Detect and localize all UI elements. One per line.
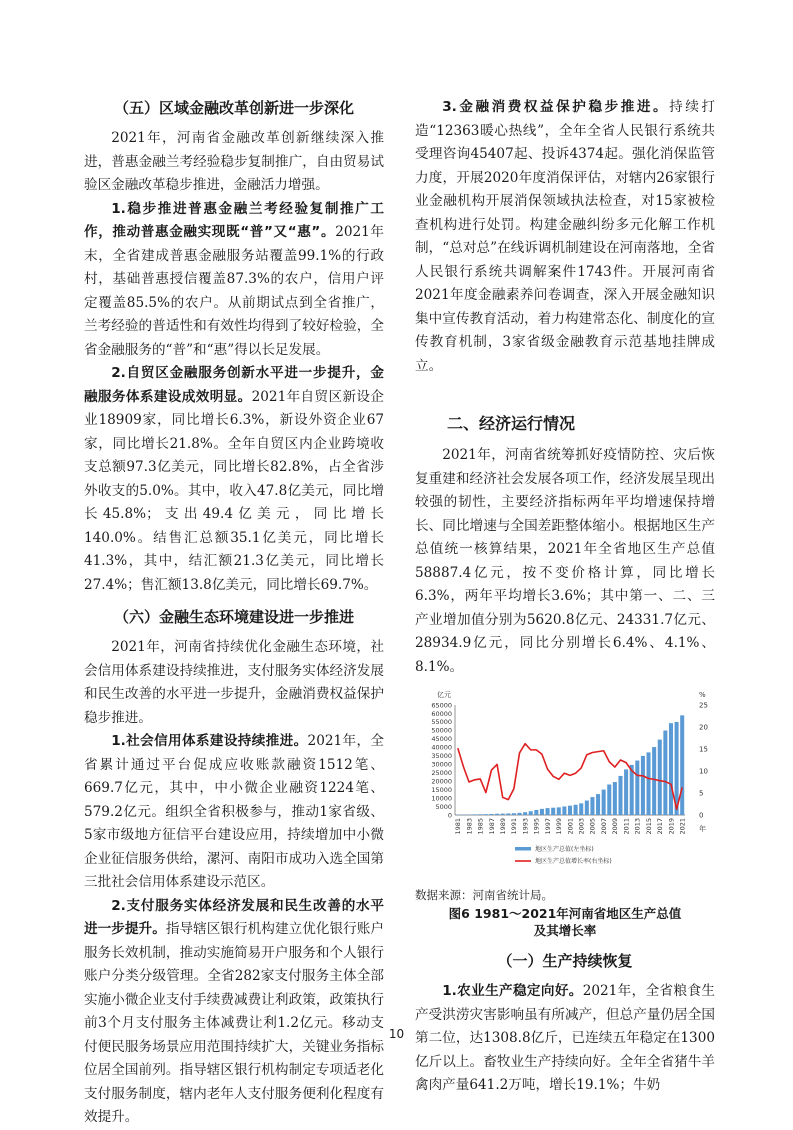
gdp-bar <box>602 790 606 815</box>
gdp-bar <box>590 797 594 815</box>
figure-caption <box>415 905 715 939</box>
paragraph-lead: 2.自贸区金融服务创新水平进一步提升，金融服务体系建设成效明显。 <box>84 365 384 405</box>
paragraph-inclusive-finance <box>84 198 384 363</box>
x-tick-label: 2013 <box>634 818 642 835</box>
x-tick-label: 2009 <box>611 818 619 835</box>
x-tick-label: 1985 <box>477 818 485 835</box>
paragraph-free-trade-zone <box>84 362 384 597</box>
x-tick-label: 1999 <box>555 818 563 835</box>
gdp-bar <box>574 805 578 815</box>
gdp-bar <box>529 811 533 815</box>
paragraph-body: 指导辖区银行机构建立优化银行账户服务长效机制，推动实施简易开户服务和个人银行账户分类分级管理。全省282家支付服务主体全部实施小微企业支付手续费减费让利政策，政策执行前3个月支付服务主体减费让利1.2亿元。移动支付便民服务场景应用范围持续扩大，关键业务指标位居全国前列。指导辖区银行机构制定专项适老化支付服务制度，辖内老年人支付服务便利化程度有效提升。 <box>84 921 384 1125</box>
x-tick-label: 1991 <box>510 818 518 835</box>
x-tick-label: 1995 <box>533 818 541 835</box>
x-tick-label: 1997 <box>544 818 552 835</box>
right-column <box>415 96 715 1098</box>
legend-label-gdp: 地区生产总值(左坐标) <box>535 845 594 853</box>
left-tick-label: 25000 <box>431 769 452 777</box>
gdp-bar <box>546 808 550 815</box>
left-column <box>84 96 384 1130</box>
paragraph-consumer-protection <box>415 96 715 378</box>
subsection-heading-production: （一）生产持续恢复 <box>415 949 715 973</box>
gdp-bar <box>489 814 493 815</box>
gdp-bar <box>618 776 622 815</box>
gdp-bar <box>540 809 544 815</box>
gdp-bar <box>506 813 510 815</box>
left-tick-label: 5000 <box>435 803 452 811</box>
left-tick-label: 30000 <box>431 761 452 769</box>
legend-swatch-gdp <box>515 847 531 851</box>
left-tick-label: 55000 <box>431 718 452 726</box>
gdp-bar <box>658 740 662 815</box>
left-tick-label: 10000 <box>431 794 452 802</box>
figure-source: 数据来源：河南省统计局。 <box>415 887 715 903</box>
paragraph-payment-service <box>84 895 384 1130</box>
left-tick-label: 0 <box>448 811 452 819</box>
gdp-bar <box>641 756 645 815</box>
paragraph-body: 2021年自贸区新设企业18909家，同比增长6.3%，新设外资企业67家，同比增长21.8%。全年自贸区内企业跨境收支总额97.3亿美元，同比增长82.8%，占全省涉外收支的5.0%。其中，收入47.8亿美元，同比增长45.8%；支出49.4亿美元，同比增长140.0%。结售汇总额35.1亿美元，同比增长41.3%，其中，结汇额21.3亿美元，同比增长27.4%；售汇额13.8亿美元，同比增长69.7%。 <box>84 389 384 593</box>
gdp-bar <box>495 814 499 815</box>
paragraph-body: 2021年末，全省建成普惠金融服务站覆盖99.1%的行政村，基础普惠授信覆盖87.3%的农户，信用户评定覆盖85.5%的农户。从前期试点到全省推广，兰考经验的普适性和有效性均得到了较好检验，全省金融服务的“普”和“惠”得以长足发展。 <box>84 224 384 358</box>
paragraph-credit-system <box>84 730 384 895</box>
x-tick-label: 2015 <box>645 818 653 835</box>
right-tick-label: 25 <box>699 701 708 709</box>
gdp-bar <box>607 785 611 815</box>
section-heading-5: （五）区域金融改革创新进一步深化 <box>84 96 384 120</box>
gdp-bar <box>585 801 589 815</box>
paragraph-lead: 3.金融消费权益保护稳步推进。 <box>442 99 669 115</box>
figure-caption-line-1: 图6 1981～2021年河南省地区生产总值 <box>415 905 715 922</box>
x-tick-label: 2017 <box>656 818 664 835</box>
paragraph-body: 2021年，全省累计通过平台促成应收账款融资1512笔、669.7亿元，其中，中小微企业融资1224笔、579.2亿元。组织全省积极参与，推动1家省级、5家市级地方征信平台建设应用，持续增加中小微企业征信服务供给，漯河、南阳市成功入选全国第三批社会信用体系建设示范区。 <box>84 733 384 890</box>
left-tick-label: 35000 <box>431 752 452 760</box>
x-tick-label: 2011 <box>622 818 630 835</box>
gdp-bar <box>680 715 684 815</box>
x-tick-label: 2019 <box>667 818 675 835</box>
gdp-bar <box>467 814 471 815</box>
gdp-bar <box>652 747 656 815</box>
gdp-bar <box>579 803 583 815</box>
page-number: 10 <box>0 1027 793 1041</box>
right-tick-label: 5 <box>699 789 703 797</box>
gdp-chart-svg <box>415 685 715 885</box>
gdp-bar <box>562 806 566 815</box>
gdp-figure <box>415 685 715 939</box>
paragraph-economy-overview: 2021年，河南省统筹抓好疫情防控、灾后恢复重建和经济社会发展各项工作，经济发展呈现出较强的韧性，主要经济指标两年平均增速保持增长、同比增速与全国差距整体缩小。根据地区生产总值统一核算结果，2021年全省地区生产总值58887.4亿元，按不变价格计算，同比增长6.3%，两年平均增长3.6%；其中第一、二、三产业增加值分别为5620.8亿元、24331.7亿元、28934.9亿元，同比分别增长6.4%、4.1%、8.1%。 <box>415 444 715 679</box>
x-tick-label: 1987 <box>488 818 496 835</box>
x-tick-label: 1981 <box>454 818 462 835</box>
left-tick-label: 20000 <box>431 777 452 785</box>
legend-label-growth: 地区生产总值增长率(右坐标) <box>535 857 612 865</box>
gdp-bar <box>478 814 482 815</box>
x-tick-label: 2005 <box>589 818 597 835</box>
paragraph-intro-6: 2021年，河南省持续优化金融生态环境，社会信用体系建设持续推进，支付服务实体经济发展和民生改善的水平进一步提升，金融消费权益保护稳步推进。 <box>84 636 384 730</box>
paragraph-body: 2021年，全省粮食生产受洪涝灾害影响虽有所减产，但总产量仍居全国第二位，达1308.8亿斤，已连续五年稳定在1300亿斤以上。畜牧业生产持续向好。全年全省猪牛羊禽肉产量641.2万吨，增长19.1%；牛奶 <box>415 983 715 1093</box>
right-tick-label: 10 <box>699 767 708 775</box>
gdp-bar <box>551 808 555 815</box>
paragraph-lead: 1.社会信用体系建设持续推进。 <box>111 733 307 749</box>
gdp-bar <box>557 807 561 815</box>
x-tick-label: 2007 <box>600 818 608 835</box>
left-tick-label: 15000 <box>431 786 452 794</box>
gdp-bar <box>647 752 651 815</box>
paragraph-body: 持续打造“12363暖心热线”，全年全省人民银行系统共受理咨询45407起、投诉4374起。强化消保监管力度，开展2020年度消保评估，对辖内26家银行业金融机构开展消保领域执法检查，对15家被检查机构进行处罚。构建金融纠纷多元化解工作机制，“总对总”在线诉调机制建设在河南落地，全省人民银行系统共调解案件1743件。开展河南省2021年度金融素养问卷调查，深入开展金融知识集中宣传教育活动，着力构建常态化、制度化的宣传教育机制，3家省级金融教育示范基地挂牌成立。 <box>415 99 715 374</box>
x-tick-label: 2003 <box>578 818 586 835</box>
gdp-bar <box>484 814 488 815</box>
gdp-bar <box>523 812 527 815</box>
gdp-bar <box>501 814 505 815</box>
left-tick-label: 50000 <box>431 727 452 735</box>
x-tick-label: 2021 <box>678 818 686 835</box>
right-tick-label: 15 <box>699 745 708 753</box>
gdp-bar <box>663 730 667 815</box>
chapter-heading: 二、经济运行情况 <box>415 412 715 436</box>
paragraph-lead: 1.稳步推进普惠金融兰考经验复制推广工作，推动普惠金融实现既“普”又“惠”。 <box>84 201 384 241</box>
gdp-bar <box>613 782 617 815</box>
right-tick-label: 20 <box>699 723 708 731</box>
x-axis-unit-label: 年 <box>699 824 706 833</box>
right-unit-label: % <box>699 691 706 699</box>
paragraph-lead: 1.农业生产稳定向好。 <box>442 983 583 999</box>
x-tick-label: 1989 <box>499 818 507 835</box>
left-tick-label: 40000 <box>431 744 452 752</box>
left-tick-label: 45000 <box>431 735 452 743</box>
gdp-bar <box>473 814 477 815</box>
paragraph-intro-5: 2021年，河南省金融改革创新继续深入推进，普惠金融兰考经验稳步复制推广，自由贸易试验区金融改革稳步推进，金融活力增强。 <box>84 127 384 198</box>
left-tick-label: 60000 <box>431 710 452 718</box>
gdp-chart <box>415 685 715 885</box>
paragraph-lead: 2.支付服务实体经济发展和民生改善的水平进一步提升。 <box>84 898 384 938</box>
right-tick-label: 0 <box>699 811 703 819</box>
left-unit-label: 亿元 <box>437 690 451 699</box>
gdp-bar <box>534 810 538 815</box>
gdp-bar <box>596 794 600 815</box>
gdp-bar <box>512 813 516 815</box>
gdp-bar <box>624 769 628 815</box>
x-tick-label: 2001 <box>566 818 574 835</box>
gdp-bar <box>669 723 673 815</box>
left-tick-label: 65000 <box>431 701 452 709</box>
x-tick-label: 1983 <box>465 818 473 835</box>
figure-caption-line-2: 及其增长率 <box>415 922 715 939</box>
x-tick-label: 1993 <box>521 818 529 835</box>
gdp-bar <box>568 806 572 815</box>
gdp-bar <box>517 813 521 815</box>
section-heading-6: （六）金融生态环境建设进一步推进 <box>84 605 384 629</box>
gdp-bar <box>635 761 639 815</box>
